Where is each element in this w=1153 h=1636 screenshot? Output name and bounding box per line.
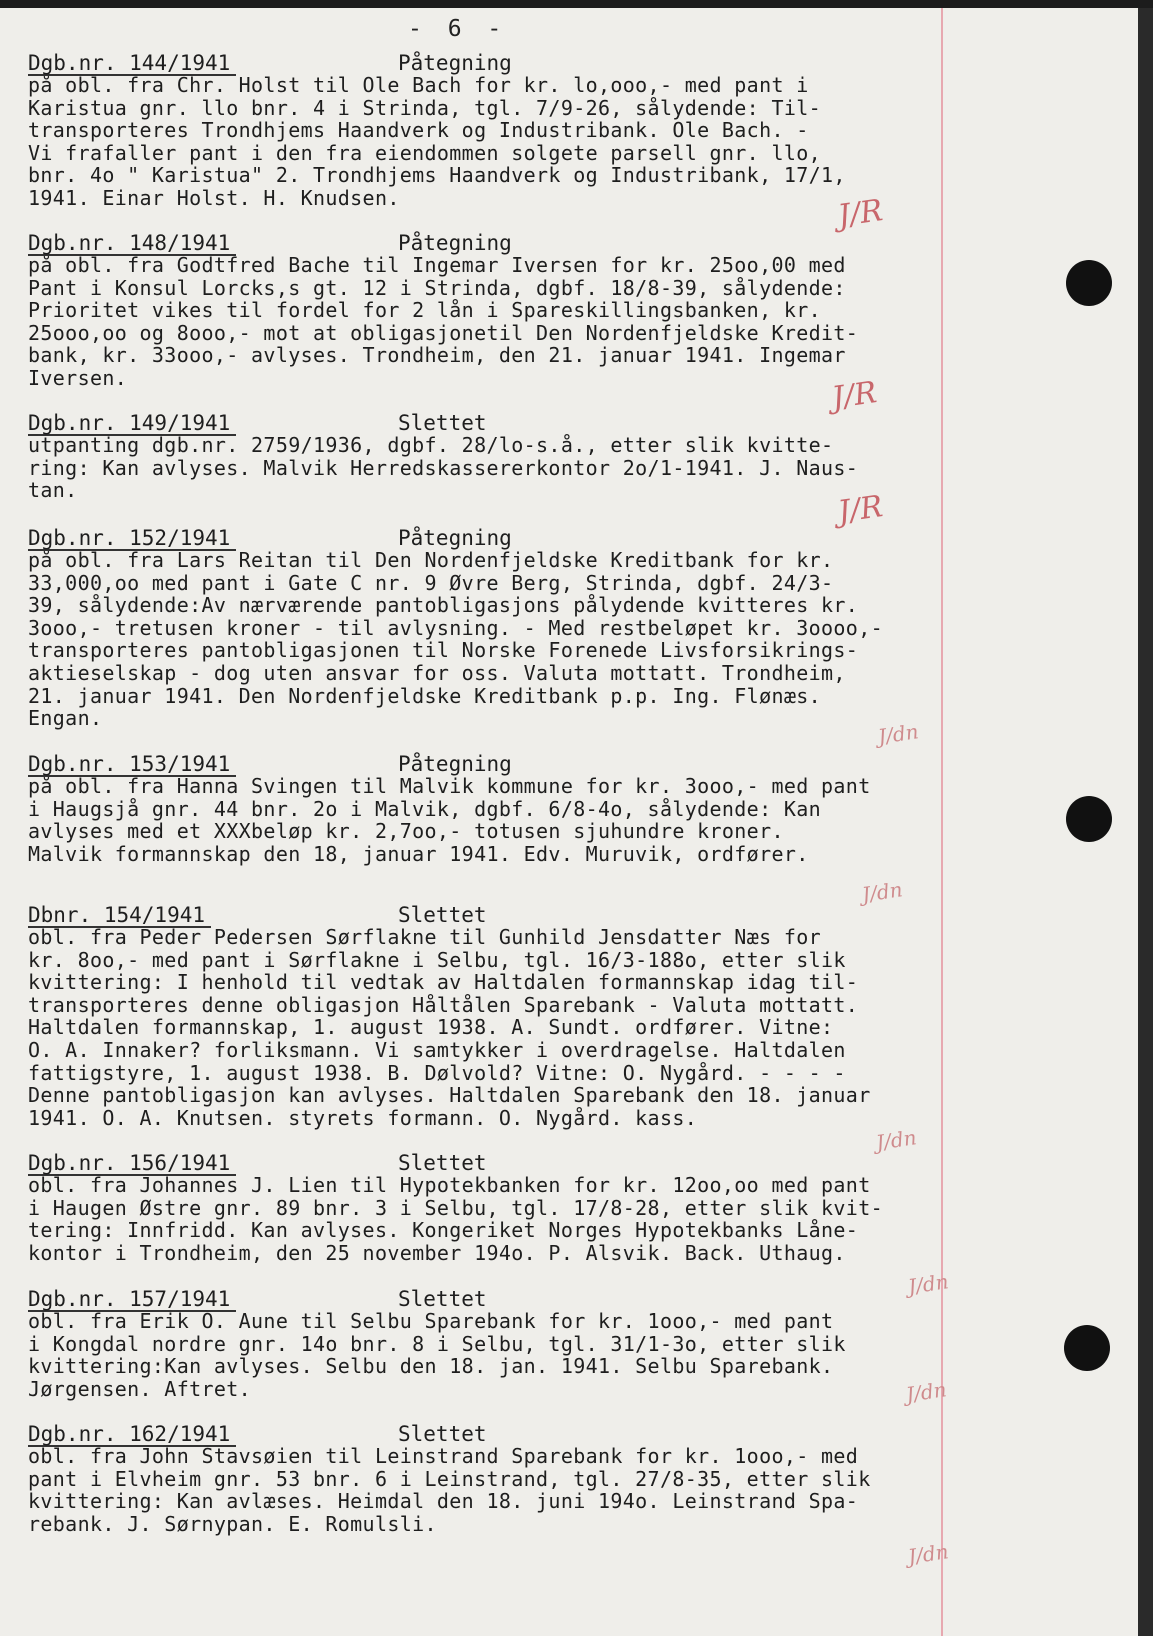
entry-type: Påtegning bbox=[398, 526, 512, 550]
initials-mark: J/dn bbox=[906, 1539, 950, 1569]
initials-mark: J/R bbox=[835, 193, 885, 234]
entry-text: på obl. fra Godtfred Bache til Ingemar Iversen for kr. 25oo,00 med Pant i Konsul Lorcks,s gt. 12 i Strinda, dgbf. 18/8-39, sålydende: Prioritet vikes til fordel for 2 lån i Spareskillingsbanken, kr. 25ooo,oo og 8ooo,- mot at obligasjonetil Den Nordenfjeldske Kredit- bank, kr. 33ooo,- avlyses. Trondheim, den 21. januar 1941. Ingemar Iversen. bbox=[28, 253, 859, 390]
entry-number: Dgb.nr. 157/1941 bbox=[28, 1288, 236, 1312]
initials-mark: J/dn bbox=[876, 719, 920, 749]
entry-type: Slettet bbox=[398, 1422, 487, 1446]
entry-text: obl. fra Erik O. Aune til Selbu Sparebank for kr. 1ooo,- med pant i Kongdal nordre gnr. 14o bnr. 8 i Selbu, tgl. 31/1-3o, etter slik kvittering:Kan avlyses. Selbu den 18. jan. 1941. Selbu Sparebank. Jørgensen. Aftret. bbox=[28, 1309, 846, 1401]
entry-type: Slettet bbox=[398, 903, 487, 927]
punch-hole bbox=[1066, 260, 1112, 306]
scan-top-edge bbox=[0, 0, 1153, 8]
entry-number: Dgb.nr. 156/1941 bbox=[28, 1152, 236, 1176]
entry-number: Dgb.nr. 162/1941 bbox=[28, 1423, 236, 1447]
journal-entry bbox=[28, 1152, 958, 1264]
journal-entry bbox=[28, 753, 958, 865]
entry-text: obl. fra John Stavsøien til Leinstrand Sparebank for kr. 1ooo,- med pant i Elvheim gnr. 53 bnr. 6 i Leinstrand, tgl. 27/8-35, etter slik kvittering: Kan avlæses. Heimdal den 18. juni 194o. Leinstrand Spa- rebank. J. Sørnypan. E. Romulsli. bbox=[28, 1444, 871, 1536]
punch-hole bbox=[1066, 796, 1112, 842]
entry-text: på obl. fra Hanna Svingen til Malvik kommune for kr. 3ooo,- med pant i Haugsjå gnr. 44 bnr. 2o i Malvik, dgbf. 6/8-4o, sålydende: Kan avlyses med et XXXbeløp kr. 2,7oo,- totusen sjuhundre kroner. Malvik formannskap den 18, januar 1941. Edv. Muruvik, ordfører. bbox=[28, 774, 871, 866]
entry-text: på obl. fra Lars Reitan til Den Nordenfjeldske Kreditbank for kr. 33,000,oo med pant i Gate C nr. 9 Øvre Berg, Strinda, dgbf. 24/3- 39, sålydende:Av nærværende pantobligasjons pålydende kvitteres kr. 3ooo,- tretusen kroner - til avlysning. - Med restbeløpet kr. 3oooo,- transporteres pantobligasjonen til Norske Forenede Livsforsikrings- aktieselskap - dog uten ansvar for oss. Valuta mottatt. Trondheim, 21. januar 1941. Den Nordenfjeldske Kreditbank p.p. Ing. Flønæs. Engan. bbox=[28, 548, 883, 731]
entry-number: Dgb.nr. 149/1941 bbox=[28, 412, 236, 436]
entry-type: Påtegning bbox=[398, 231, 512, 255]
journal-entry bbox=[28, 232, 958, 390]
journal-entry bbox=[28, 52, 958, 210]
journal-entry bbox=[28, 1423, 958, 1535]
entry-number: Dbnr. 154/1941 bbox=[28, 904, 211, 928]
entry-type: Slettet bbox=[398, 411, 487, 435]
entry-number: Dgb.nr. 152/1941 bbox=[28, 527, 236, 551]
entry-text: obl. fra Johannes J. Lien til Hypotekbanken for kr. 12oo,oo med pant i Haugen Østre gnr. 89 bnr. 3 i Selbu, tgl. 17/8-28, etter slik kvit- tering: Innfridd. Kan avlyses. Kongeriket Norges Hypotekbanks Låne- kontor i Trondheim, den 25 november 194o. P. Alsvik. Back. Uthaug. bbox=[28, 1173, 883, 1265]
journal-entry bbox=[28, 412, 958, 502]
journal-entry bbox=[28, 1288, 958, 1400]
initials-mark: J/R bbox=[835, 489, 885, 530]
initials-mark: J/R bbox=[829, 375, 879, 416]
entry-number: Dgb.nr. 144/1941 bbox=[28, 52, 236, 76]
entry-number: Dgb.nr. 148/1941 bbox=[28, 232, 236, 256]
journal-entry bbox=[28, 904, 958, 1129]
entry-type: Påtegning bbox=[398, 51, 512, 75]
initials-mark: J/dn bbox=[906, 1269, 950, 1299]
initials-mark: J/dn bbox=[874, 1125, 918, 1155]
entry-text: på obl. fra Chr. Holst til Ole Bach for kr. lo,ooo,- med pant i Karistua gnr. llo bnr. 4 i Strinda, tgl. 7/9-26, sålydende: Til- transporteres Trondhjems Haandverk og Industribank. Ole Bach. - Vi frafaller pant i den fra eiendommen solgete parsell gnr. llo, bnr. 4o " Karistua" 2. Trondhjems Haandverk og Industribank, 17/1, 1941. Einar Holst. H. Knudsen. bbox=[28, 73, 846, 210]
entry-text: utpanting dgb.nr. 2759/1936, dgbf. 28/lo-s.å., etter slik kvitte- ring: Kan avlyses. Malvik Herredskassererkontor 2o/1-1941. J. Naus- tan. bbox=[28, 433, 859, 503]
entry-type: Slettet bbox=[398, 1151, 487, 1175]
entry-type: Slettet bbox=[398, 1287, 487, 1311]
initials-mark: J/dn bbox=[860, 877, 904, 907]
entry-number: Dgb.nr. 153/1941 bbox=[28, 753, 236, 777]
punch-hole bbox=[1064, 1325, 1110, 1371]
entry-text: obl. fra Peder Pedersen Sørflakne til Gunhild Jensdatter Næs for kr. 8oo,- med pant i Sørflakne i Selbu, tgl. 16/3-188o, etter slik kvittering: I henhold til vedtak av Haltdalen formannskap idag til- transporteres denne obligasjon Håltålen Sparebank - Valuta mottatt. Haltdalen formannskap, 1. august 1938. A. Sundt. ordfører. Vitne: O. A. Innaker? forliksmann. Vi samtykker i overdragelse. Haltdalen fattigstyre, 1. august 1938. B. Dølvold? Vitne: O. Nygård. - - - - Denne pantobligasjon kan avlyses. Haltdalen Sparebank den 18. januar 1941. O. A. Knutsen. styrets formann. O. Nygård. kass. bbox=[28, 925, 871, 1130]
journal-entry bbox=[28, 527, 958, 730]
page-number: - 6 - bbox=[408, 16, 508, 42]
entry-type: Påtegning bbox=[398, 752, 512, 776]
initials-mark: J/dn bbox=[904, 1377, 948, 1407]
